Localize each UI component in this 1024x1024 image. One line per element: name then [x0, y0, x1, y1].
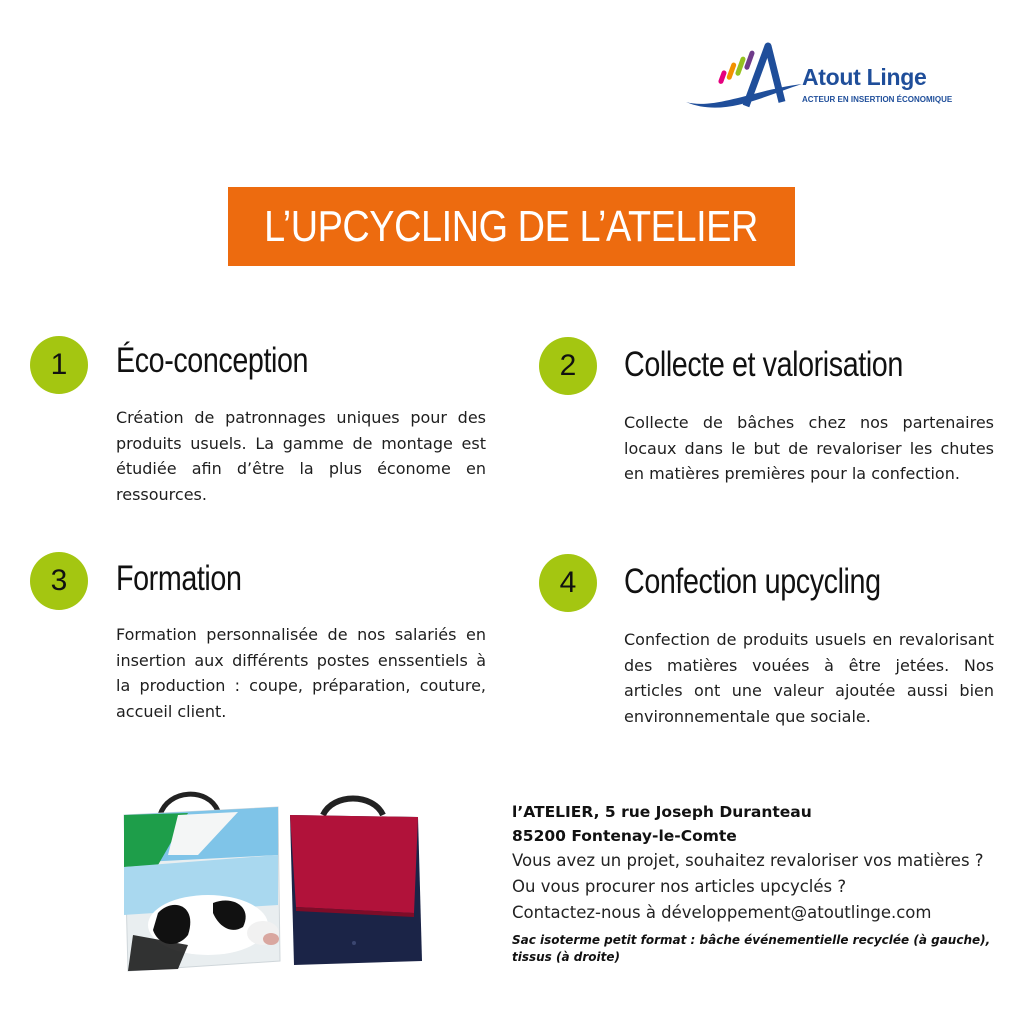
- feature-title: Formation: [116, 559, 242, 598]
- page-title: L’UPCYCLING DE L’ATELIER: [264, 201, 759, 251]
- left-bag-icon: [124, 807, 280, 971]
- feature-body: Collecte de bâches chez nos partenaires locaux dans le but de revaloriser les chutes en matières premières pour la confection.: [624, 413, 994, 483]
- logo-tagline: ACTEUR EN INSERTION ÉCONOMIQUE: [802, 95, 953, 104]
- feature-title: Confection upcycling: [624, 562, 881, 601]
- feature-body: Création de patronnages uniques pour des produits usuels. La gamme de montage est étudiée afin d’être la plus économe en ressources.: [116, 408, 486, 504]
- right-bag-icon: [290, 815, 422, 965]
- logo-mark-icon: [684, 40, 804, 120]
- contact-text-line1: Vous avez un projet, souhaitez revaloriser vos matières ?: [512, 851, 984, 870]
- contact-text-line2: Ou vous procurer nos articles upcyclés ?: [512, 877, 847, 896]
- contact-email-line[interactable]: Contactez-nous à développement@atoutlinge.com: [512, 903, 932, 922]
- contact-address-line1: l’ATELIER, 5 rue Joseph Duranteau: [512, 803, 812, 821]
- feature-title: Collecte et valorisation: [624, 345, 903, 384]
- photo-caption: Sac isoterme petit format : bâche événementielle recyclée (à gauche), tissus (à droite): [512, 933, 991, 964]
- feature-number-badge: 4: [539, 554, 597, 612]
- atout-linge-logo: [684, 40, 953, 120]
- feature-number-badge: 2: [539, 337, 597, 395]
- contact-block: [512, 800, 1002, 966]
- logo-name: Atout Linge: [802, 64, 927, 90]
- title-banner: [228, 187, 795, 266]
- feature-title: Éco-conception: [116, 341, 309, 380]
- feature-number-badge: 3: [30, 552, 88, 610]
- feature-body: Confection de produits usuels en revalorisant des matières vouées à être jetées. Nos articles ont une valeur ajoutée aussi bien environnementale que sociale.: [624, 630, 994, 726]
- bags-photo: [118, 785, 448, 985]
- feature-number-badge: 1: [30, 336, 88, 394]
- contact-address-line2: 85200 Fontenay-le-Comte: [512, 827, 737, 845]
- feature-body: Formation personnalisée de nos salariés en insertion aux différents postes enssentiels à la production : coupe, préparation, couture, accueil client.: [116, 625, 486, 721]
